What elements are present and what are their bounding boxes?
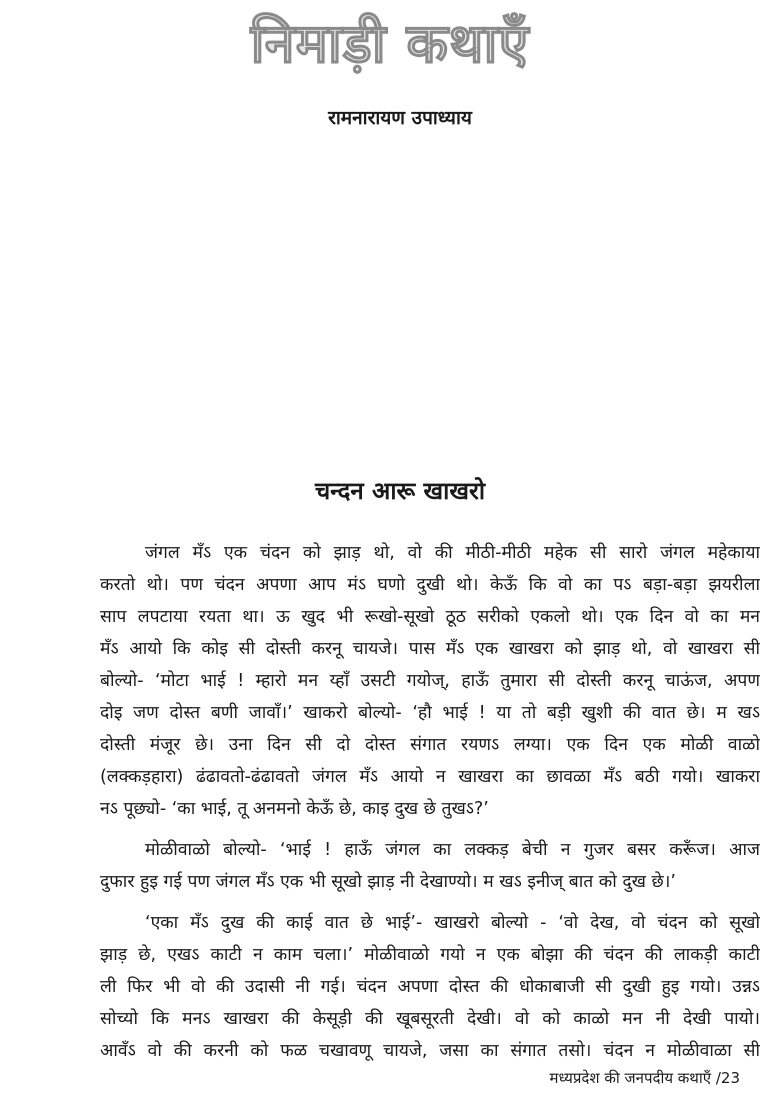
- text-line: करतो थो। पण चंदन अपणा आप मंऽ घणो दुखी थो। केऊँ कि वो का पऽ बड़ा-बड़ा झयरीला: [100, 575, 760, 595]
- text-line: बोल्यो- ‘मोटा भाई ! म्हारो मन य्हाँ उसटी गयोज्, हाऊँ तुमारा सी दोस्ती करनू चाऊंज, अपण: [100, 671, 760, 691]
- text-line: दुफार हुइ गई पण जंगल मँऽ एक भी सूखो झाड़ नी देखाण्यो। म खऽ इनीज् बात को दुख छे।’: [100, 872, 676, 892]
- page-footer: मध्यप्रदेश की जनपदीय कथाएँ /23: [549, 1069, 740, 1087]
- text-line: दोइ जण दोस्त बणी जावाँ।’ खाकरो बोल्यो- ‘हौ भाई ! या तो बड़ी खुशी की वात छे। म खऽ: [100, 703, 760, 723]
- text-line: ‘एका मँऽ दुख की काई वात छे भाई’- खाखरो बोल्यो - ‘वो देख, वो चंदन को सूखो: [145, 913, 760, 933]
- text-line: मोळीवाळो बोल्यो- ‘भाई ! हाऊँ जंगल का लक्कड़ बेची न गुजर बसर करूँज। आज: [145, 840, 760, 860]
- text-line: जंगल मँऽ एक चंदन को झाड़ थो, वो की मीठी-मीठी महेक सी सारो जंगल महेकाया: [145, 543, 760, 563]
- text-line: नऽ पूछ्यो- ‘का भाई, तू अनमनो केऊँ छे, काइ दुख छे तुखऽ?’: [100, 799, 489, 819]
- text-line: (लक्कड़हारा) ढंढावतो-ढंढावतो जंगल मँऽ आयो न खाखरा का छावळा मँऽ बठी गयो। खाकरा: [100, 767, 760, 787]
- text-line: साप लपटाया रयता था। ऊ खुद भी रूखो-सूखो ठूठ सरीको एकलो थो। एक दिन वो का मन: [100, 607, 760, 627]
- book-title: निमाड़ी कथाएँ: [250, 12, 530, 75]
- text-line: ली फिर भी वो की उदासी नी गई। चंदन अपणा दोस्त की धोकाबाजी सी दुखी हुइ गयो। उन्नऽ: [100, 977, 760, 997]
- story-title: चन्दन आरू खाखरो: [314, 477, 486, 505]
- text-line: झाड़ छे, एखऽ काटी न काम चला।’ मोळीवाळो गयो न एक बोझा की चंदन की लाकड़ी काटी: [100, 945, 760, 965]
- text-line: मँऽ आयो कि कोइ सी दोस्ती करनू चायजे। पास मँऽ एक खाखरा को झाड़ थो, वो खाखरा सी: [100, 639, 760, 659]
- text-line: दोस्ती मंजूर छे। उना दिन सी दो दोस्त संगात रयणऽ लग्या। एक दिन एक मोळी वाळो: [100, 735, 760, 755]
- author-name: रामनारायण उपाध्याय: [328, 107, 472, 129]
- text-line: सोच्यो कि मनऽ खाखरा की केसूड़ी की खूबसूरती देखी। वो को काळो मन नी देखी पायो।: [100, 1009, 760, 1029]
- text-line: आवँऽ वो की करनी को फळ चखावणू चायजे, जसा का संगात तसो। चंदन न मोळीवाळा सी: [100, 1041, 760, 1061]
